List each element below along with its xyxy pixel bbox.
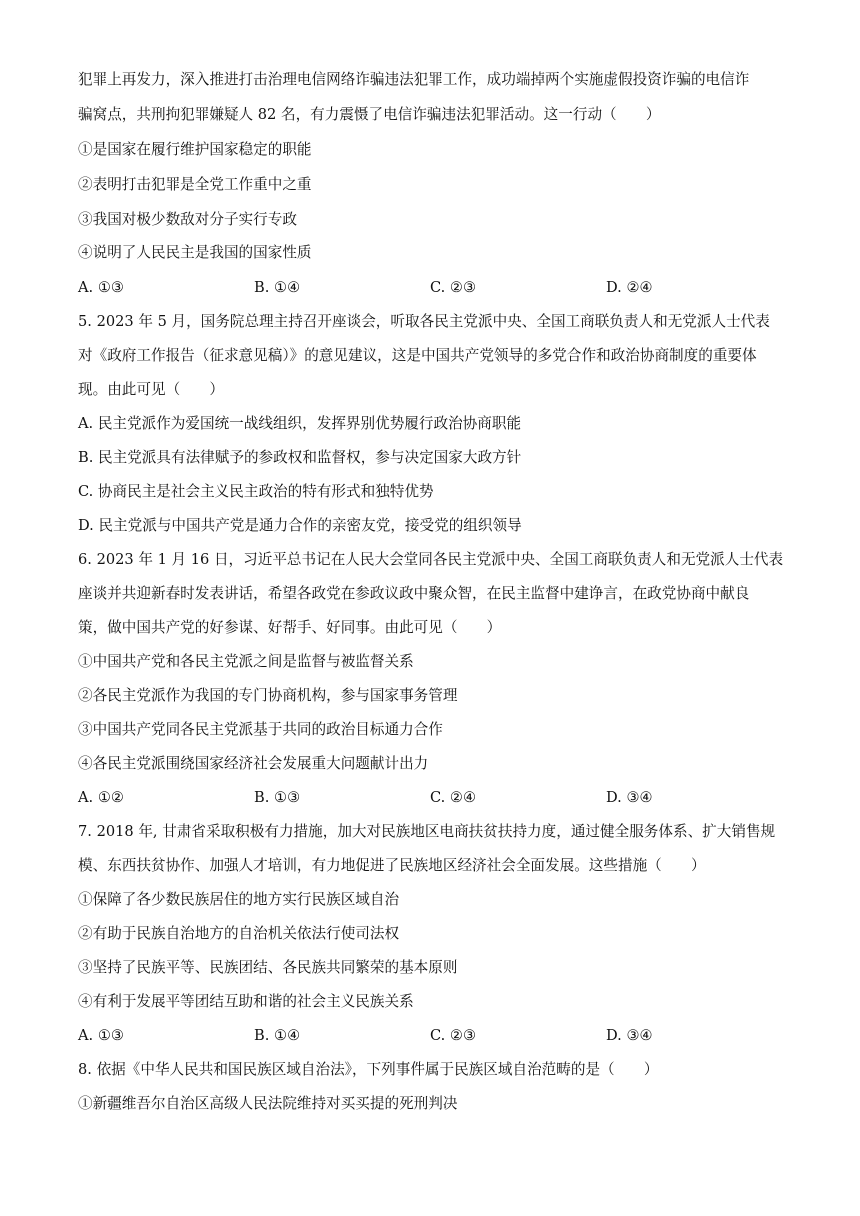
q8-item-1: ①新疆维吾尔自治区高级人民法院维持对买买提的死刑判决: [78, 1095, 458, 1112]
q6-item-4: ④各民主党派围绕国家经济社会发展重大问题献计出力: [78, 755, 429, 772]
q4-stem-line-2: 骗窝点，共刑拘犯罪嫌疑人 82 名，有力震慑了电信诈骗违法犯罪活动。这一行动（ ）: [78, 106, 661, 123]
q6-option-b: B. ①③: [254, 789, 301, 806]
q6-options: [78, 788, 798, 808]
q4-option-a: A. ①③: [78, 279, 124, 296]
q7-options: [78, 1026, 798, 1046]
q6-stem-line-1: 6. 2023 年 1 月 16 日，习近平总书记在人民大会堂同各民主党派中央、全国工商联负责人和无党派人士代表: [78, 551, 784, 568]
q5-stem-line-2: 对《政府工作报告（征求意见稿）》的意见建议，这是中国共产党领导的多党合作和政治协商制度的重要体: [78, 347, 757, 364]
q6-item-3: ③中国共产党同各民主党派基于共同的政治目标通力合作: [78, 721, 443, 738]
q4-option-d: D. ②④: [606, 279, 653, 296]
q7-stem-line-1: 7. 2018 年, 甘肃省采取积极有力措施，加大对民族地区电商扶贫扶持力度，通过健全服务体系、扩大销售规: [78, 823, 776, 840]
q6-stem-line-2: 座谈并共迎新春时发表讲话，希望各政党在参政议政中聚众智，在民主监督中建诤言，在政党协商中献良: [78, 585, 750, 602]
q7-stem-line-2: 模、东西扶贫协作、加强人才培训，有力地促进了民族地区经济社会全面发展。这些措施（ ）: [78, 857, 706, 874]
q6-option-a: A. ①②: [78, 789, 124, 806]
q6-stem-line-3: 策，做中国共产党的好参谋、好帮手、好同事。由此可见（ ）: [78, 619, 502, 636]
q5-choice-c: C. 协商民主是社会主义民主政治的特有形式和独特优势: [78, 483, 434, 500]
q4-option-c: C. ②③: [430, 279, 477, 296]
q4-item-3: ③我国对极少数敌对分子实行专政: [78, 211, 297, 228]
q7-item-1: ①保障了各少数民族居住的地方实行民族区域自治: [78, 891, 400, 908]
q7-item-3: ③坚持了民族平等、民族团结、各民族共同繁荣的基本原则: [78, 959, 458, 976]
q6-option-d: D. ③④: [606, 789, 653, 806]
q4-item-1: ①是国家在履行维护国家稳定的职能: [78, 141, 312, 158]
q7-option-a: A. ①③: [78, 1027, 124, 1044]
q7-option-b: B. ①④: [254, 1027, 301, 1044]
q7-item-2: ②有助于民族自治地方的自治机关依法行使司法权: [78, 925, 400, 942]
q6-item-1: ①中国共产党和各民主党派之间是监督与被监督关系: [78, 653, 414, 670]
q5-choice-d: D. 民主党派与中国共产党是通力合作的亲密友党，接受党的组织领导: [78, 517, 522, 534]
q8-stem-line-1: 8. 依据《中华人民共和国民族区域自治法》，下列事件属于民族区域自治范畴的是（ ）: [78, 1061, 659, 1078]
q5-stem-line-3: 现。由此可见（ ）: [78, 381, 224, 398]
q5-choice-b: B. 民主党派具有法律赋予的参政权和监督权，参与决定国家大政方针: [78, 449, 522, 466]
q4-item-2: ②表明打击犯罪是全党工作重中之重: [78, 176, 312, 193]
q4-options: [78, 278, 798, 298]
q4-stem-line-1: 犯罪上再发力，深入推进打击治理电信网络诈骗违法犯罪工作，成功端掉两个实施虚假投资诈骗的电信诈: [78, 71, 750, 88]
q4-option-b: B. ①④: [254, 279, 301, 296]
q5-stem-line-1: 5. 2023 年 5 月，国务院总理主持召开座谈会，听取各民主党派中央、全国工商联负责人和无党派人士代表: [78, 313, 770, 330]
q4-item-4: ④说明了人民民主是我国的国家性质: [78, 244, 312, 261]
q6-option-c: C. ②④: [430, 789, 477, 806]
q7-option-d: D. ③④: [606, 1027, 653, 1044]
q5-choice-a: A. 民主党派作为爱国统一战线组织，发挥界别优势履行政治协商职能: [78, 415, 522, 432]
q6-item-2: ②各民主党派作为我国的专门协商机构，参与国家事务管理: [78, 687, 458, 704]
q7-option-c: C. ②③: [430, 1027, 477, 1044]
q7-item-4: ④有利于发展平等团结互助和谐的社会主义民族关系: [78, 993, 414, 1010]
